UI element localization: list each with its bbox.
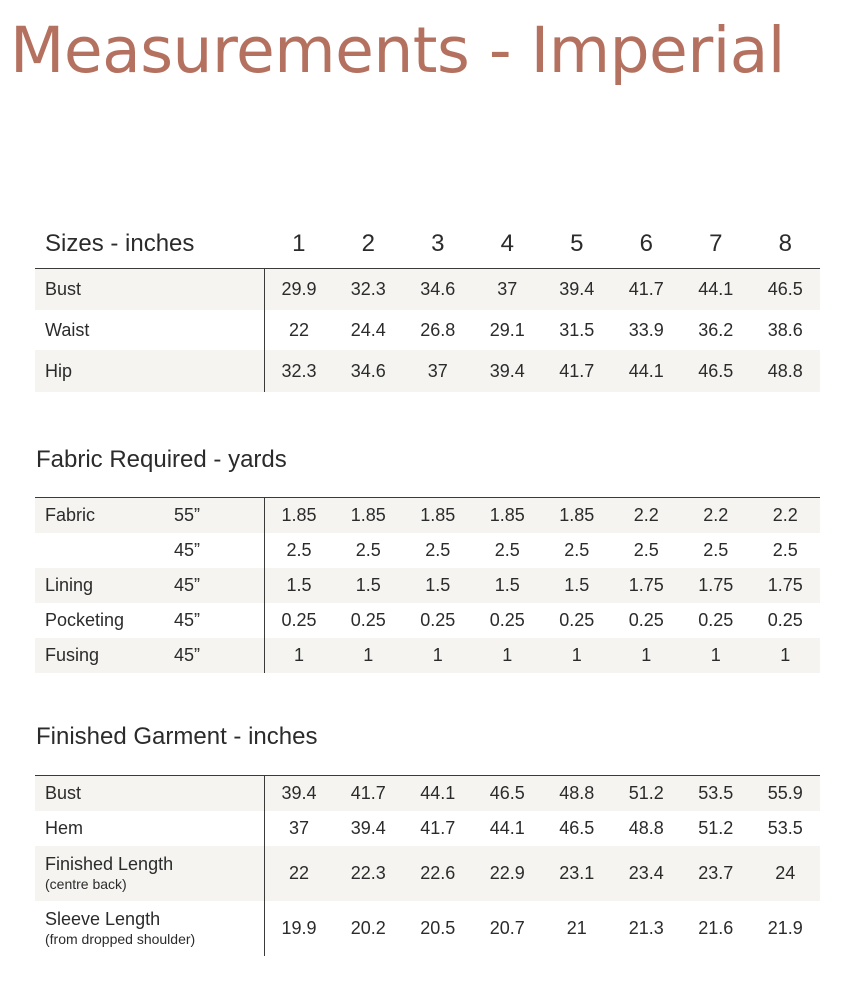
value-cell: 1.85 (334, 498, 404, 533)
value-cell: 44.1 (489, 817, 525, 838)
value-cell: 0.25 (420, 609, 456, 630)
value-cell: 48.8 (751, 350, 821, 392)
value-cell: 0.25 (767, 609, 803, 630)
value-cell: 22.3 (334, 846, 404, 901)
page-title: Measurements - Imperial (10, 14, 785, 87)
table-row (35, 498, 820, 533)
row-label-cell (35, 901, 264, 956)
value-cell: 32.3 (334, 268, 404, 310)
value-cell: 21.9 (767, 917, 803, 938)
value-cell: 1.85 (473, 498, 543, 533)
value-cell: 23.7 (681, 846, 751, 901)
size-col-header: 5 (570, 229, 584, 257)
value-cell: 44.1 (403, 776, 473, 811)
size-col-header: 1 (292, 229, 306, 257)
value-cell: 0.25 (350, 609, 386, 630)
value-cell: 37 (403, 350, 473, 392)
value-cell: 0.25 (489, 609, 525, 630)
value-cell: 41.7 (334, 776, 404, 811)
row-label-cell (35, 846, 264, 901)
row-label: Fusing (45, 644, 100, 665)
size-col-header: 7 (709, 229, 723, 257)
row-label-cell (35, 533, 264, 568)
value-cell: 46.5 (751, 268, 821, 310)
value-cell: 22.9 (473, 846, 543, 901)
value-cell: 2.2 (751, 498, 821, 533)
table-row (35, 350, 820, 392)
row-label-cell (35, 603, 264, 638)
table-row (35, 776, 820, 811)
row-label-cell (35, 811, 264, 846)
value-cell: 1 (542, 638, 612, 673)
size-col-header: 6 (639, 229, 653, 257)
fabric-table (35, 497, 820, 673)
value-cell: 20.5 (420, 917, 456, 938)
value-cell: 55.9 (751, 776, 821, 811)
value-cell: 36.2 (698, 319, 734, 340)
value-cell: 2.5 (633, 539, 659, 560)
table-row (35, 603, 820, 638)
value-cell: 0.25 (628, 609, 664, 630)
value-cell: 24.4 (350, 319, 386, 340)
value-cell: 20.2 (350, 917, 386, 938)
value-cell: 48.8 (542, 776, 612, 811)
value-cell: 1.75 (681, 568, 751, 603)
row-label: Hip (35, 350, 264, 392)
value-cell: 34.6 (334, 350, 404, 392)
row-label-cell (35, 568, 264, 603)
value-cell: 21 (566, 917, 587, 938)
row-label: Bust (45, 783, 82, 804)
fabric-width-label: 45” (174, 609, 201, 630)
value-cell: 0.25 (264, 603, 334, 638)
value-cell: 1.85 (403, 498, 473, 533)
value-cell: 37 (473, 268, 543, 310)
table-row (35, 811, 820, 846)
row-label: Fabric (45, 504, 96, 525)
value-cell: 19.9 (264, 901, 334, 956)
value-cell: 22 (264, 846, 334, 901)
value-cell: 2.5 (772, 539, 798, 560)
value-cell: 1 (264, 638, 334, 673)
row-label: Lining (45, 574, 94, 595)
value-cell: 32.3 (264, 350, 334, 392)
value-cell: 1.85 (542, 498, 612, 533)
value-cell: 51.2 (612, 776, 682, 811)
value-cell: 44.1 (612, 350, 682, 392)
value-cell: 1 (681, 638, 751, 673)
value-cell: 48.8 (628, 817, 664, 838)
value-cell: 46.5 (559, 817, 595, 838)
value-cell: 39.4 (350, 817, 386, 838)
value-cell: 1 (612, 638, 682, 673)
size-col-header: 3 (431, 229, 445, 257)
value-cell: 0.25 (698, 609, 734, 630)
value-cell: 1 (751, 638, 821, 673)
value-cell: 41.7 (542, 350, 612, 392)
row-label-cell (35, 498, 264, 533)
value-cell: 41.7 (612, 268, 682, 310)
row-label-cell (35, 776, 264, 811)
value-cell: 33.9 (628, 319, 664, 340)
size-table (35, 220, 820, 392)
value-cell: 1.85 (264, 498, 334, 533)
value-cell: 1.5 (403, 568, 473, 603)
value-cell: 1 (473, 638, 543, 673)
value-cell: 1.5 (542, 568, 612, 603)
value-cell: 38.6 (767, 319, 803, 340)
table-row (35, 568, 820, 603)
value-cell: 26.8 (420, 319, 456, 340)
value-cell: 2.5 (564, 539, 590, 560)
size-col-header: 2 (361, 229, 375, 257)
row-label-cell (35, 638, 264, 673)
value-cell: 23.4 (612, 846, 682, 901)
table-row (35, 638, 820, 673)
row-label: Finished Length (45, 854, 174, 874)
value-cell: 2.5 (425, 539, 451, 560)
value-cell: 1.5 (334, 568, 404, 603)
value-cell: 2.5 (264, 533, 334, 568)
value-cell: 34.6 (403, 268, 473, 310)
value-cell: 41.7 (420, 817, 456, 838)
value-cell: 1.75 (751, 568, 821, 603)
size-table-heading: Sizes - inches (45, 229, 195, 257)
row-label: Waist (45, 319, 90, 340)
table-row (35, 846, 820, 901)
value-cell: 46.5 (681, 350, 751, 392)
fabric-width-label: 55” (174, 504, 201, 525)
value-cell: 39.4 (542, 268, 612, 310)
value-cell: 39.4 (264, 776, 334, 811)
value-cell: 51.2 (698, 817, 734, 838)
row-label: Bust (35, 268, 264, 310)
garment-section-heading: Finished Garment - inches (36, 723, 318, 750)
value-cell: 53.5 (767, 817, 803, 838)
value-cell: 1.5 (264, 568, 334, 603)
value-cell: 31.5 (559, 319, 595, 340)
row-label: Pocketing (45, 609, 125, 630)
table-row (35, 268, 820, 310)
value-cell: 22 (264, 310, 334, 350)
row-label: Sleeve Length (45, 909, 161, 929)
table-row (35, 533, 820, 568)
garment-table (35, 775, 820, 956)
row-label: Hem (45, 818, 84, 838)
value-cell: 21.6 (698, 917, 734, 938)
fabric-width-label: 45” (174, 574, 201, 595)
value-cell: 2.2 (612, 498, 682, 533)
value-cell: 39.4 (473, 350, 543, 392)
value-cell: 1.5 (473, 568, 543, 603)
value-cell: 29.1 (489, 319, 525, 340)
value-cell: 24 (751, 846, 821, 901)
value-cell: 37 (264, 811, 334, 846)
value-cell: 22.6 (403, 846, 473, 901)
size-col-header: 4 (500, 229, 514, 257)
size-col-header: 8 (778, 229, 792, 257)
fabric-section-heading: Fabric Required - yards (36, 446, 287, 473)
value-cell: 2.5 (703, 539, 729, 560)
fabric-width-label: 45” (174, 644, 201, 665)
value-cell: 1.75 (612, 568, 682, 603)
value-cell: 21.3 (628, 917, 664, 938)
value-cell: 0.25 (559, 609, 595, 630)
value-cell: 1 (334, 638, 404, 673)
size-header-row (35, 220, 820, 268)
table-row (35, 901, 820, 956)
value-cell: 2.5 (494, 539, 520, 560)
value-cell: 44.1 (681, 268, 751, 310)
row-note: (centre back) (45, 876, 127, 892)
value-cell: 46.5 (473, 776, 543, 811)
row-note: (from dropped shoulder) (45, 931, 196, 947)
value-cell: 29.9 (264, 268, 334, 310)
value-cell: 1 (403, 638, 473, 673)
value-cell: 53.5 (681, 776, 751, 811)
fabric-width-label: 45” (174, 539, 201, 560)
value-cell: 2.5 (355, 539, 381, 560)
value-cell: 23.1 (542, 846, 612, 901)
value-cell: 2.2 (681, 498, 751, 533)
value-cell: 20.7 (489, 917, 525, 938)
table-row (35, 310, 820, 350)
